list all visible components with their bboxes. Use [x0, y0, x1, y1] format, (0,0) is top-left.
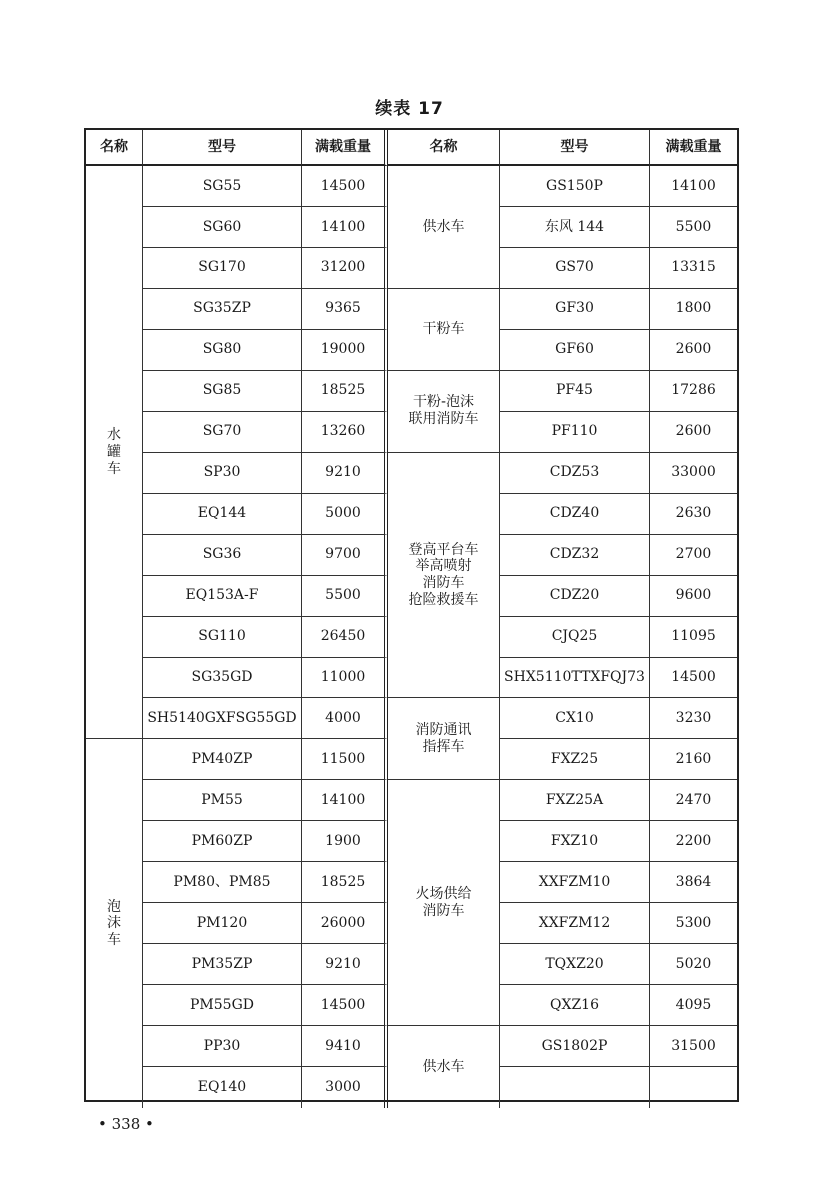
- weight-cell: 4000: [302, 698, 388, 739]
- model-cell: GS150P: [500, 166, 650, 207]
- group-name-foam-truck-line: 沫: [107, 915, 121, 932]
- model-cell: SG55: [143, 166, 302, 207]
- group-name-cell-line: 消防通讯: [415, 722, 472, 739]
- group-name-cell: [388, 371, 500, 453]
- group-name-water-tanker-line: 水: [107, 427, 121, 444]
- group-name-cell: [388, 166, 500, 289]
- model-cell: PF45: [500, 371, 650, 412]
- weight-cell: 5500: [650, 207, 737, 248]
- weight-cell: 9600: [650, 576, 737, 617]
- weight-cell: 2470: [650, 780, 737, 821]
- weight-cell: 3000: [302, 1067, 388, 1108]
- group-name-cell-line: 供水车: [422, 1058, 465, 1075]
- group-name-water-tanker-line: 罐: [107, 443, 121, 460]
- group-name-cell-line: 供水车: [422, 218, 465, 235]
- model-cell: QXZ16: [500, 985, 650, 1026]
- model-cell: FXZ25: [500, 739, 650, 780]
- weight-cell: 13315: [650, 248, 737, 289]
- model-cell: CDZ32: [500, 535, 650, 576]
- model-cell: SG36: [143, 535, 302, 576]
- model-cell: FXZ25A: [500, 780, 650, 821]
- weight-cell: 11000: [302, 658, 388, 699]
- model-cell: GS70: [500, 248, 650, 289]
- weight-cell: 11095: [650, 617, 737, 658]
- weight-cell: 1800: [650, 289, 737, 330]
- weight-cell: 26450: [302, 617, 388, 658]
- weight-cell: 5020: [650, 944, 737, 985]
- model-cell: PM60ZP: [143, 821, 302, 862]
- model-cell: TQXZ20: [500, 944, 650, 985]
- model-cell: SG70: [143, 412, 302, 453]
- model-cell: EQ144: [143, 494, 302, 535]
- header-cell: 名称: [86, 130, 143, 166]
- weight-cell: 31500: [650, 1026, 737, 1067]
- weight-cell: 2700: [650, 535, 737, 576]
- weight-cell: 5300: [650, 903, 737, 944]
- weight-cell: 9210: [302, 453, 388, 494]
- group-name-water-tanker-line: 车: [107, 460, 121, 477]
- group-name-cell-line: 举高喷射: [415, 558, 472, 575]
- model-cell: PP30: [143, 1026, 302, 1067]
- group-name-cell-line: 消防车: [422, 902, 465, 919]
- model-cell: SG110: [143, 617, 302, 658]
- weight-cell: 14100: [302, 207, 388, 248]
- model-cell: GF60: [500, 330, 650, 371]
- model-cell: CX10: [500, 698, 650, 739]
- group-name-cell-line: 火场供给: [415, 885, 472, 902]
- group-name-cell-line: 干粉车: [422, 320, 465, 337]
- weight-cell: 5500: [302, 576, 388, 617]
- weight-cell: 14100: [302, 780, 388, 821]
- group-name-water-tanker: [86, 166, 143, 739]
- model-cell: SG35ZP: [143, 289, 302, 330]
- weight-cell: 3230: [650, 698, 737, 739]
- model-cell: SG80: [143, 330, 302, 371]
- model-cell: PM55GD: [143, 985, 302, 1026]
- vehicle-weight-table: [84, 128, 739, 1102]
- model-cell: CDZ20: [500, 576, 650, 617]
- weight-cell: 5000: [302, 494, 388, 535]
- header-cell: 满载重量: [650, 130, 737, 166]
- group-name-cell: [388, 698, 500, 780]
- group-name-cell-line: 抢险救援车: [408, 591, 479, 608]
- weight-cell: 9210: [302, 944, 388, 985]
- weight-cell: 33000: [650, 453, 737, 494]
- model-cell: PM80、PM85: [143, 862, 302, 903]
- weight-cell: 14500: [302, 166, 388, 207]
- model-cell: PM55: [143, 780, 302, 821]
- weight-cell: 14500: [302, 985, 388, 1026]
- model-cell: PM35ZP: [143, 944, 302, 985]
- model-cell: EQ153A-F: [143, 576, 302, 617]
- model-cell: [500, 1067, 650, 1108]
- weight-cell: [650, 1067, 737, 1108]
- group-name-foam-truck: [86, 739, 143, 1108]
- weight-cell: 2600: [650, 330, 737, 371]
- model-cell: GS1802P: [500, 1026, 650, 1067]
- model-cell: SG170: [143, 248, 302, 289]
- model-cell: PM40ZP: [143, 739, 302, 780]
- model-cell: SG35GD: [143, 658, 302, 699]
- header-cell: 名称: [388, 130, 500, 166]
- group-name-foam-truck-line: 泡: [107, 898, 121, 915]
- weight-cell: 18525: [302, 371, 388, 412]
- group-name-cell-line: 登高平台车: [408, 541, 479, 558]
- model-cell: SP30: [143, 453, 302, 494]
- group-name-cell: [388, 289, 500, 371]
- model-cell: CDZ40: [500, 494, 650, 535]
- weight-cell: 9365: [302, 289, 388, 330]
- group-name-cell: [388, 780, 500, 1026]
- table-title: 续表 17: [375, 99, 444, 119]
- group-name-foam-truck-line: 车: [107, 932, 121, 949]
- weight-cell: 2600: [650, 412, 737, 453]
- model-cell: CJQ25: [500, 617, 650, 658]
- weight-cell: 11500: [302, 739, 388, 780]
- weight-cell: 2160: [650, 739, 737, 780]
- model-cell: XXFZM10: [500, 862, 650, 903]
- weight-cell: 3864: [650, 862, 737, 903]
- model-cell: SG85: [143, 371, 302, 412]
- model-cell: SH5140GXFSG55GD: [143, 698, 302, 739]
- header-cell: 型号: [500, 130, 650, 166]
- model-cell: PF110: [500, 412, 650, 453]
- weight-cell: 18525: [302, 862, 388, 903]
- weight-cell: 14100: [650, 166, 737, 207]
- group-name-cell-line: 指挥车: [422, 738, 465, 755]
- group-name-cell: [388, 1026, 500, 1108]
- weight-cell: 4095: [650, 985, 737, 1026]
- model-cell: CDZ53: [500, 453, 650, 494]
- weight-cell: 14500: [650, 658, 737, 699]
- group-name-cell: [388, 453, 500, 699]
- weight-cell: 13260: [302, 412, 388, 453]
- model-cell: SHX5110TTXFQJ73: [500, 658, 650, 699]
- weight-cell: 2630: [650, 494, 737, 535]
- model-cell: 东风 144: [500, 207, 650, 248]
- weight-cell: 1900: [302, 821, 388, 862]
- weight-cell: 2200: [650, 821, 737, 862]
- group-name-cell-line: 消防车: [422, 575, 465, 592]
- weight-cell: 19000: [302, 330, 388, 371]
- page-number: • 338 •: [98, 1115, 154, 1133]
- model-cell: PM120: [143, 903, 302, 944]
- header-cell: 满载重量: [302, 130, 388, 166]
- weight-cell: 26000: [302, 903, 388, 944]
- weight-cell: 9410: [302, 1026, 388, 1067]
- model-cell: GF30: [500, 289, 650, 330]
- model-cell: EQ140: [143, 1067, 302, 1108]
- weight-cell: 31200: [302, 248, 388, 289]
- weight-cell: 17286: [650, 371, 737, 412]
- model-cell: FXZ10: [500, 821, 650, 862]
- weight-cell: 9700: [302, 535, 388, 576]
- group-name-cell-line: 干粉-泡沫: [412, 394, 475, 411]
- header-cell: 型号: [143, 130, 302, 166]
- model-cell: XXFZM12: [500, 903, 650, 944]
- group-name-cell-line: 联用消防车: [408, 411, 479, 428]
- model-cell: SG60: [143, 207, 302, 248]
